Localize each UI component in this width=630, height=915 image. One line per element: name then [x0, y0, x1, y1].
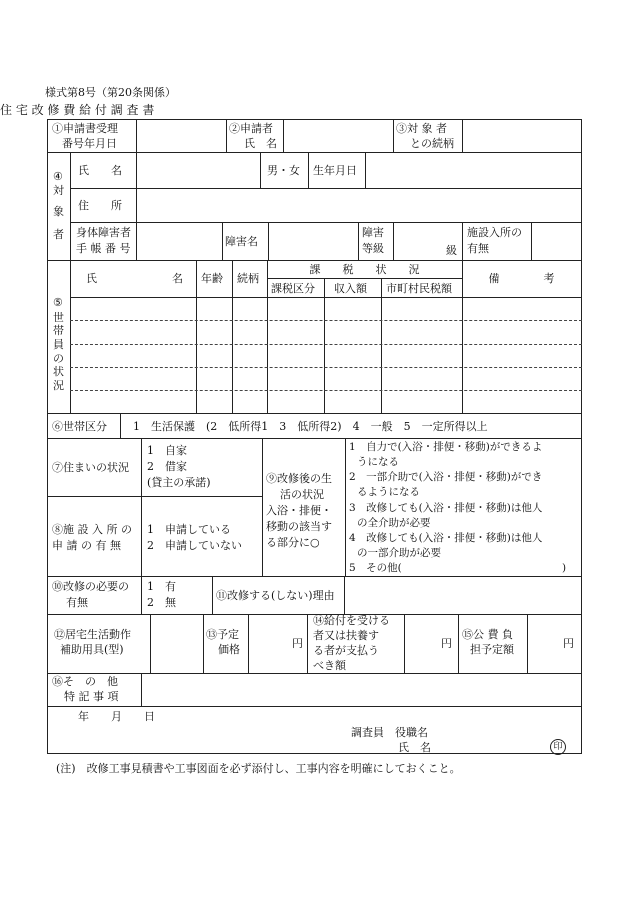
residence-label: ⑦住まいの状況: [52, 461, 129, 474]
form-number: 様式第8号（第20条関係）: [45, 86, 176, 99]
residence-option-rent: 2 借家: [147, 460, 187, 473]
grade-label-1: 障害: [362, 226, 384, 239]
household-category-label: ⑥世帯区分: [52, 420, 107, 433]
planned-price-yen: 円: [292, 637, 303, 650]
facility-application-label-1: ⑧施 設 入 所 の: [52, 523, 132, 536]
age-column-header: 年齢: [201, 272, 223, 285]
household-name-col-1: 氏: [86, 272, 97, 285]
birth-date-label: 生年月日: [313, 164, 357, 177]
survey-date: 年 月 日: [78, 710, 155, 723]
seal-mark: 印: [550, 739, 566, 755]
after-status-label-1: ⑨改修後の生: [266, 472, 332, 485]
gender-label: 男・女: [267, 164, 300, 177]
address-label: 住 所: [78, 199, 122, 212]
disability-name-label: 障害名: [225, 235, 258, 248]
necessity-label-1: ⑩改修の必要の: [52, 580, 129, 593]
residence-option-landlord: (貸主の承諾): [147, 476, 211, 489]
municipal-tax-header: 市町村民税額: [386, 282, 452, 295]
certificate-label-2: 手 帳 番 号: [76, 242, 131, 255]
after-status-label-3: 入浴・排便・: [266, 504, 332, 517]
household-category-options: 1 生活保護 (2 低所得1 3 低所得2) 4 一般 5 一定所得以上: [133, 420, 488, 433]
facility-application-option-2: 2 申請していない: [147, 539, 242, 552]
surveyor-name-label: 氏 名: [398, 741, 431, 754]
certificate-label-1: 身体障害者: [76, 226, 131, 239]
public-burden-label-2: 担予定額: [470, 643, 514, 656]
after-status-label-5: る部分に○: [266, 536, 320, 549]
subject-name-label: 氏 名: [78, 164, 122, 177]
public-burden-yen: 円: [563, 637, 574, 650]
necessity-option-no: 2 無: [147, 596, 176, 609]
residence-option-own: 1 自家: [147, 444, 187, 457]
relationship-column-header: 続柄: [237, 272, 259, 285]
facility-application-option-1: 1 申請している: [147, 523, 231, 536]
grade-label-2: 等級: [362, 242, 384, 255]
tax-class-header: 課税区分: [271, 282, 315, 295]
facility-label-1: 施設入所の: [467, 226, 522, 239]
after-status-label-4: 移動の該当す: [266, 520, 332, 533]
payer-label-2: 者又は扶養す: [313, 629, 379, 642]
facility-application-label-2: 申 請 の 有 無: [52, 539, 121, 552]
planned-price-label-1: ⑬予定: [206, 628, 239, 641]
payer-label-1: ⑭給付を受ける: [313, 614, 390, 627]
footnote: (注) 改修工事見積書や工事図面を必ず添付し、工事内容を明確にしておくこと。: [56, 762, 461, 775]
receipt-label-1: ①申請書受理: [52, 122, 118, 135]
remarks-header: 備 考: [488, 272, 555, 285]
facility-label-2: 有無: [467, 242, 489, 255]
surveyor-role-label: 調査員 役職名: [351, 726, 428, 739]
household-name-col-2: 名: [172, 272, 183, 285]
tax-status-header: 課 税 状 況: [309, 263, 420, 276]
payer-yen: 円: [441, 637, 452, 650]
applicant-label-1: ②申請者: [229, 122, 273, 135]
income-header: 収入額: [334, 282, 367, 295]
relation-label-2: との続柄: [410, 137, 454, 150]
other-notes-label-1: ⑯そ の 他: [52, 675, 118, 688]
planned-price-label-2: 価格: [218, 643, 240, 656]
payer-label-4: べき額: [313, 659, 346, 672]
other-notes-label-2: 特 記 事 項: [64, 690, 119, 703]
renovation-reason-label: ⑪改修する(しない)理由: [216, 589, 335, 602]
grade-unit-label: 級: [446, 244, 457, 257]
after-status-label-2: 活の状況: [280, 488, 324, 501]
page-title: 住 宅 改 修 費 給 付 調 査 書: [0, 103, 155, 117]
applicant-label-2: 氏 名: [244, 137, 277, 150]
necessity-option-yes: 1 有: [147, 580, 176, 593]
equipment-label-1: ⑫居宅生活動作: [54, 628, 131, 641]
payer-label-3: る者が支払う: [313, 644, 379, 657]
receipt-label-2: 番号年月日: [62, 137, 117, 150]
relation-label-1: ③対 象 者: [396, 122, 447, 135]
necessity-label-2: 有無: [66, 596, 88, 609]
equipment-label-2: 補助用具(型): [60, 643, 124, 656]
public-burden-label-1: ⑮公 費 負: [462, 628, 513, 641]
